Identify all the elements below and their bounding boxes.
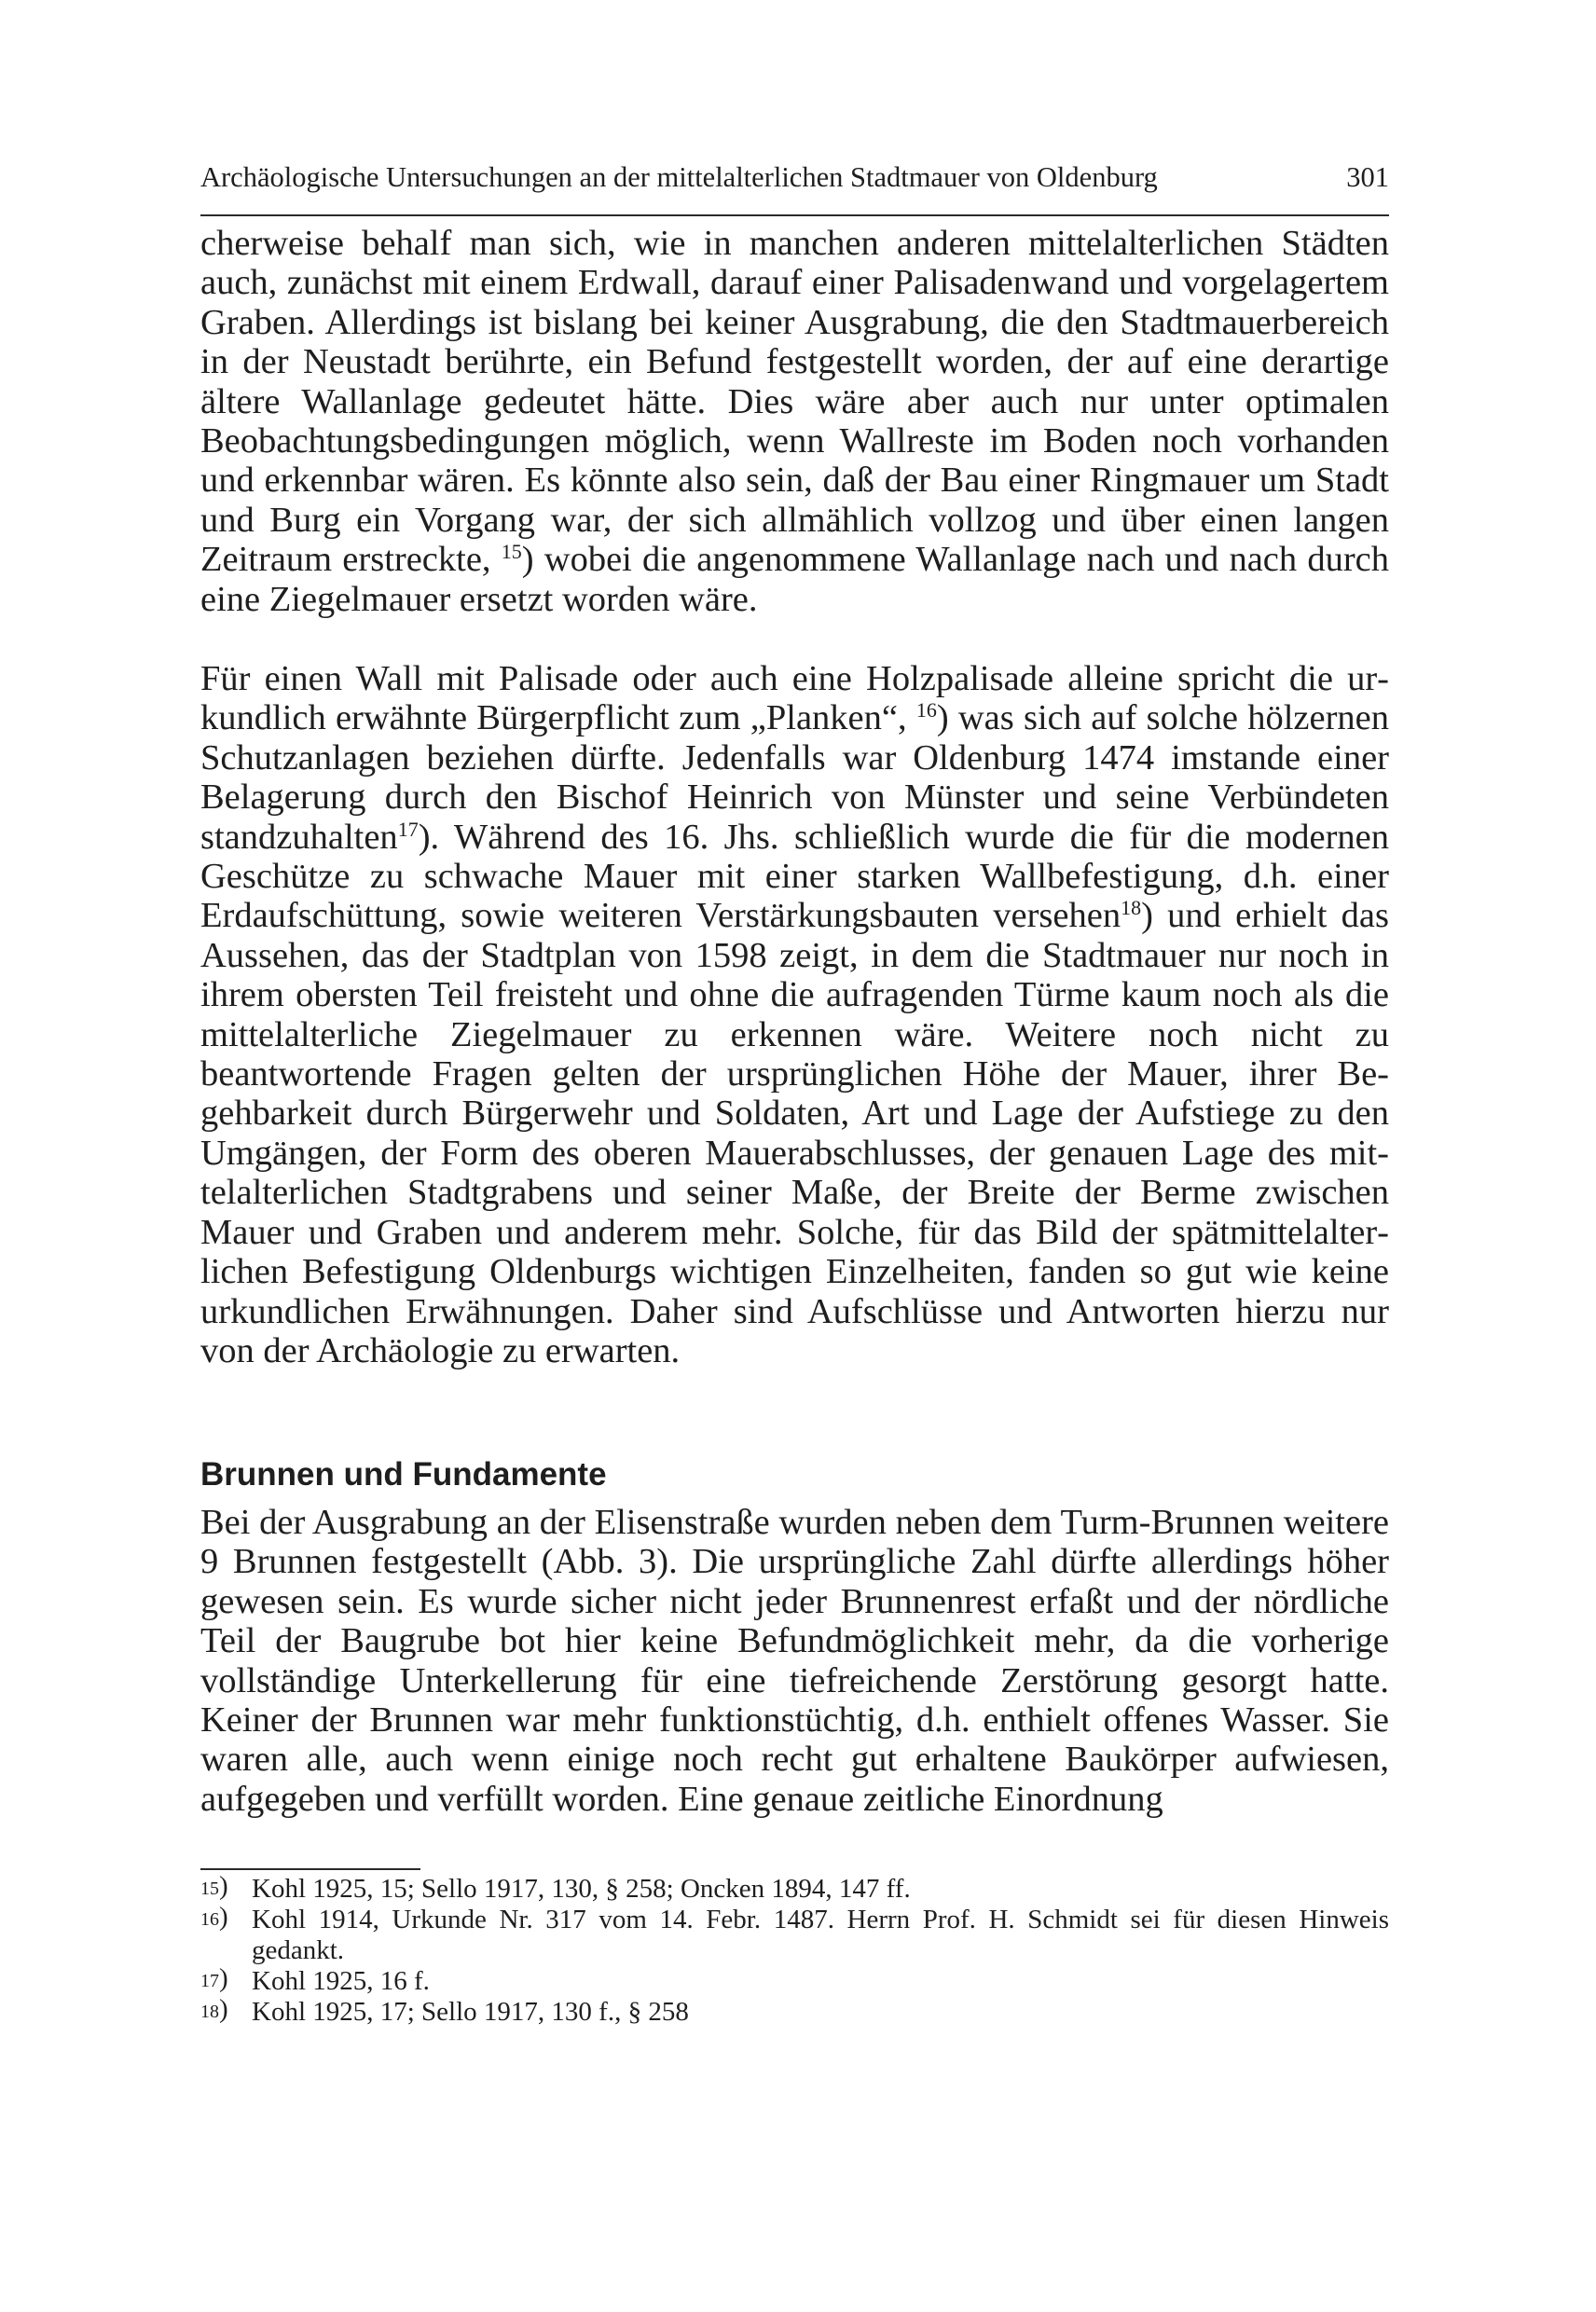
footnote-mark: 16 ) bbox=[200, 1905, 228, 1932]
footnote-15 bbox=[200, 1874, 1389, 1905]
running-header bbox=[200, 158, 1389, 196]
footnote-text: Kohl 1925, 17; Sello 1917, 130 f., § 258 bbox=[252, 1997, 689, 2027]
page-number: 301 bbox=[1346, 161, 1389, 193]
paragraph-1-text-a: cherweise behalf man sich, wie in manchen anderen mittelalterlichen Städten auch, zunächst mit einem Erdwall, darauf einer Palisadenwand und vorgelagertem Graben. Allerdings ist bislang bei keiner Ausgrabung, die den Stadtmauerbereich in der Neustadt berührte, ein Befund festgestellt worden, der auf eine derartige ältere Wallanlage gedeutet hätte. Dies wäre aber auch nur unter optimalen Beobachtungsbedingungen möglich, wenn Wallreste im Boden noch vorhanden und erkennbar wären. Es könnte also sein, daß der Bau einer Ringmauer um Stadt und Burg ein Vorgang war, der sich allmählich vollzog und über einen langen Zeitraum erstreckte, bbox=[200, 224, 1389, 580]
paragraph-2-text-d: ) und erhielt das Aussehen, das der Stadtplan von 1598 zeigt, in dem die Stadtmauer nur noch in ihrem obersten Teil freisteht und ohne die aufragenden Türme kaum noch als die mittelalterliche Ziegelmauer zu erkennen wäre. Weitere noch nicht zu beantwortende Fragen gelten der ursprünglichen Höhe der Mauer, ihrer Begehbarkeit durch Bürgerwehr und Soldaten, Art und Lage der Aufstiege zu den Umgängen, der Form des oberen Mauerabschlusses, der genauen Lage des mittelalterlichen Stadtgrabens und seiner Maße, der Breite der Berme zwischen Mauer und Graben und anderem mehr. Solche, für das Bild der spätmittelalterlichen Befestigung Oldenburgs wichtigen Einzelheiten, fanden so gut wie keine urkundlichen Erwähnungen. Daher sind Aufschlüsse und Antworten hierzu nur von der Archäologie zu erwarten. bbox=[200, 896, 1389, 1370]
footnote-ref-16: 16 bbox=[915, 698, 937, 722]
footnote-mark: 15 ) bbox=[200, 1874, 228, 1901]
footnote-text: Kohl 1925, 15; Sello 1917, 130, § 258; Oncken 1894, 147 ff. bbox=[252, 1874, 911, 1904]
paragraph-2 bbox=[200, 659, 1389, 1370]
paragraph-2-text-a: Für einen Wall mit Palisade oder auch eine Holzpalisade alleine spricht die urkundlich erwähnte Bürgerpflicht zum „Planken“, bbox=[200, 659, 1389, 738]
paragraph-2-text-c: ). Während des 16. Jhs. schließlich wurde die für die modernen Geschütze zu schwache Mauer mit einer starken Wallbefestigung, d.h. einer Erdaufschüttung, sowie weiteren Verstärkungsbauten versehen bbox=[200, 817, 1389, 936]
footnote-mark: 18 ) bbox=[200, 1997, 228, 2024]
section-heading: Brunnen und Fundamente bbox=[200, 1456, 607, 1493]
footnotes bbox=[200, 1874, 1389, 2028]
header-rule bbox=[200, 214, 1389, 216]
footnote-text: Kohl 1914, Urkunde Nr. 317 vom 14. Febr. 1487. Herrn Prof. H. Schmidt sei für diesen Hinweis gedankt. bbox=[252, 1905, 1389, 1965]
paragraph-3-text: Bei der Ausgrabung an der Elisenstraße wurden neben dem Turm-Brunnen weitere 9 Brunnen festgestellt (Abb. 3). Die ursprüngliche Zahl dürfte allerdings höher gewesen sein. Es wurde sicher nicht jeder Brunnenrest erfaßt und der nördliche Teil der Baugrube bot hier keine Befundmöglichkeit mehr, da die vorherige vollständige Unterkellerung für eine tiefreichende Zerstörung gesorgt hatte. Keiner der Brunnen war mehr funktionstüchtig, d.h. enthielt offenes Wasser. Sie waren alle, auch wenn einige noch recht gut erhaltene Baukörper aufwiesen, aufgegeben und verfüllt worden. Eine genaue zeitliche Einordnung bbox=[200, 1503, 1389, 1819]
footnote-ref-18: 18 bbox=[1121, 896, 1142, 920]
footnote-18 bbox=[200, 1997, 1389, 2028]
paragraph-3 bbox=[200, 1503, 1389, 1819]
footnote-ref-15: 15 bbox=[501, 540, 522, 564]
footnote-ref-17: 17 bbox=[397, 817, 419, 841]
footnote-mark: 17 ) bbox=[200, 1966, 228, 1993]
footnote-rule bbox=[200, 1868, 420, 1870]
paragraph-1 bbox=[200, 224, 1389, 619]
paragraph-2-text-b: ) was sich auf solche hölzernen Schutzanlagen beziehen dürfte. Jedenfalls war Oldenburg 1474 imstande einer Belagerung durch den Bischof Heinrich von Münster und seine Verbündeten standzuhalten bbox=[200, 698, 1390, 857]
running-title: Archäologische Untersuchungen an der mittelalterlichen Stadtmauer von Oldenburg bbox=[200, 161, 1158, 193]
footnote-text: Kohl 1925, 16 f. bbox=[252, 1966, 430, 1996]
paragraph-1-text-b: ) wobei die angenommene Wallanlage nach und nach durch eine Ziegelmauer ersetzt worden wäre. bbox=[200, 540, 1390, 619]
footnote-17 bbox=[200, 1966, 1389, 1997]
footnote-16 bbox=[200, 1905, 1389, 1966]
